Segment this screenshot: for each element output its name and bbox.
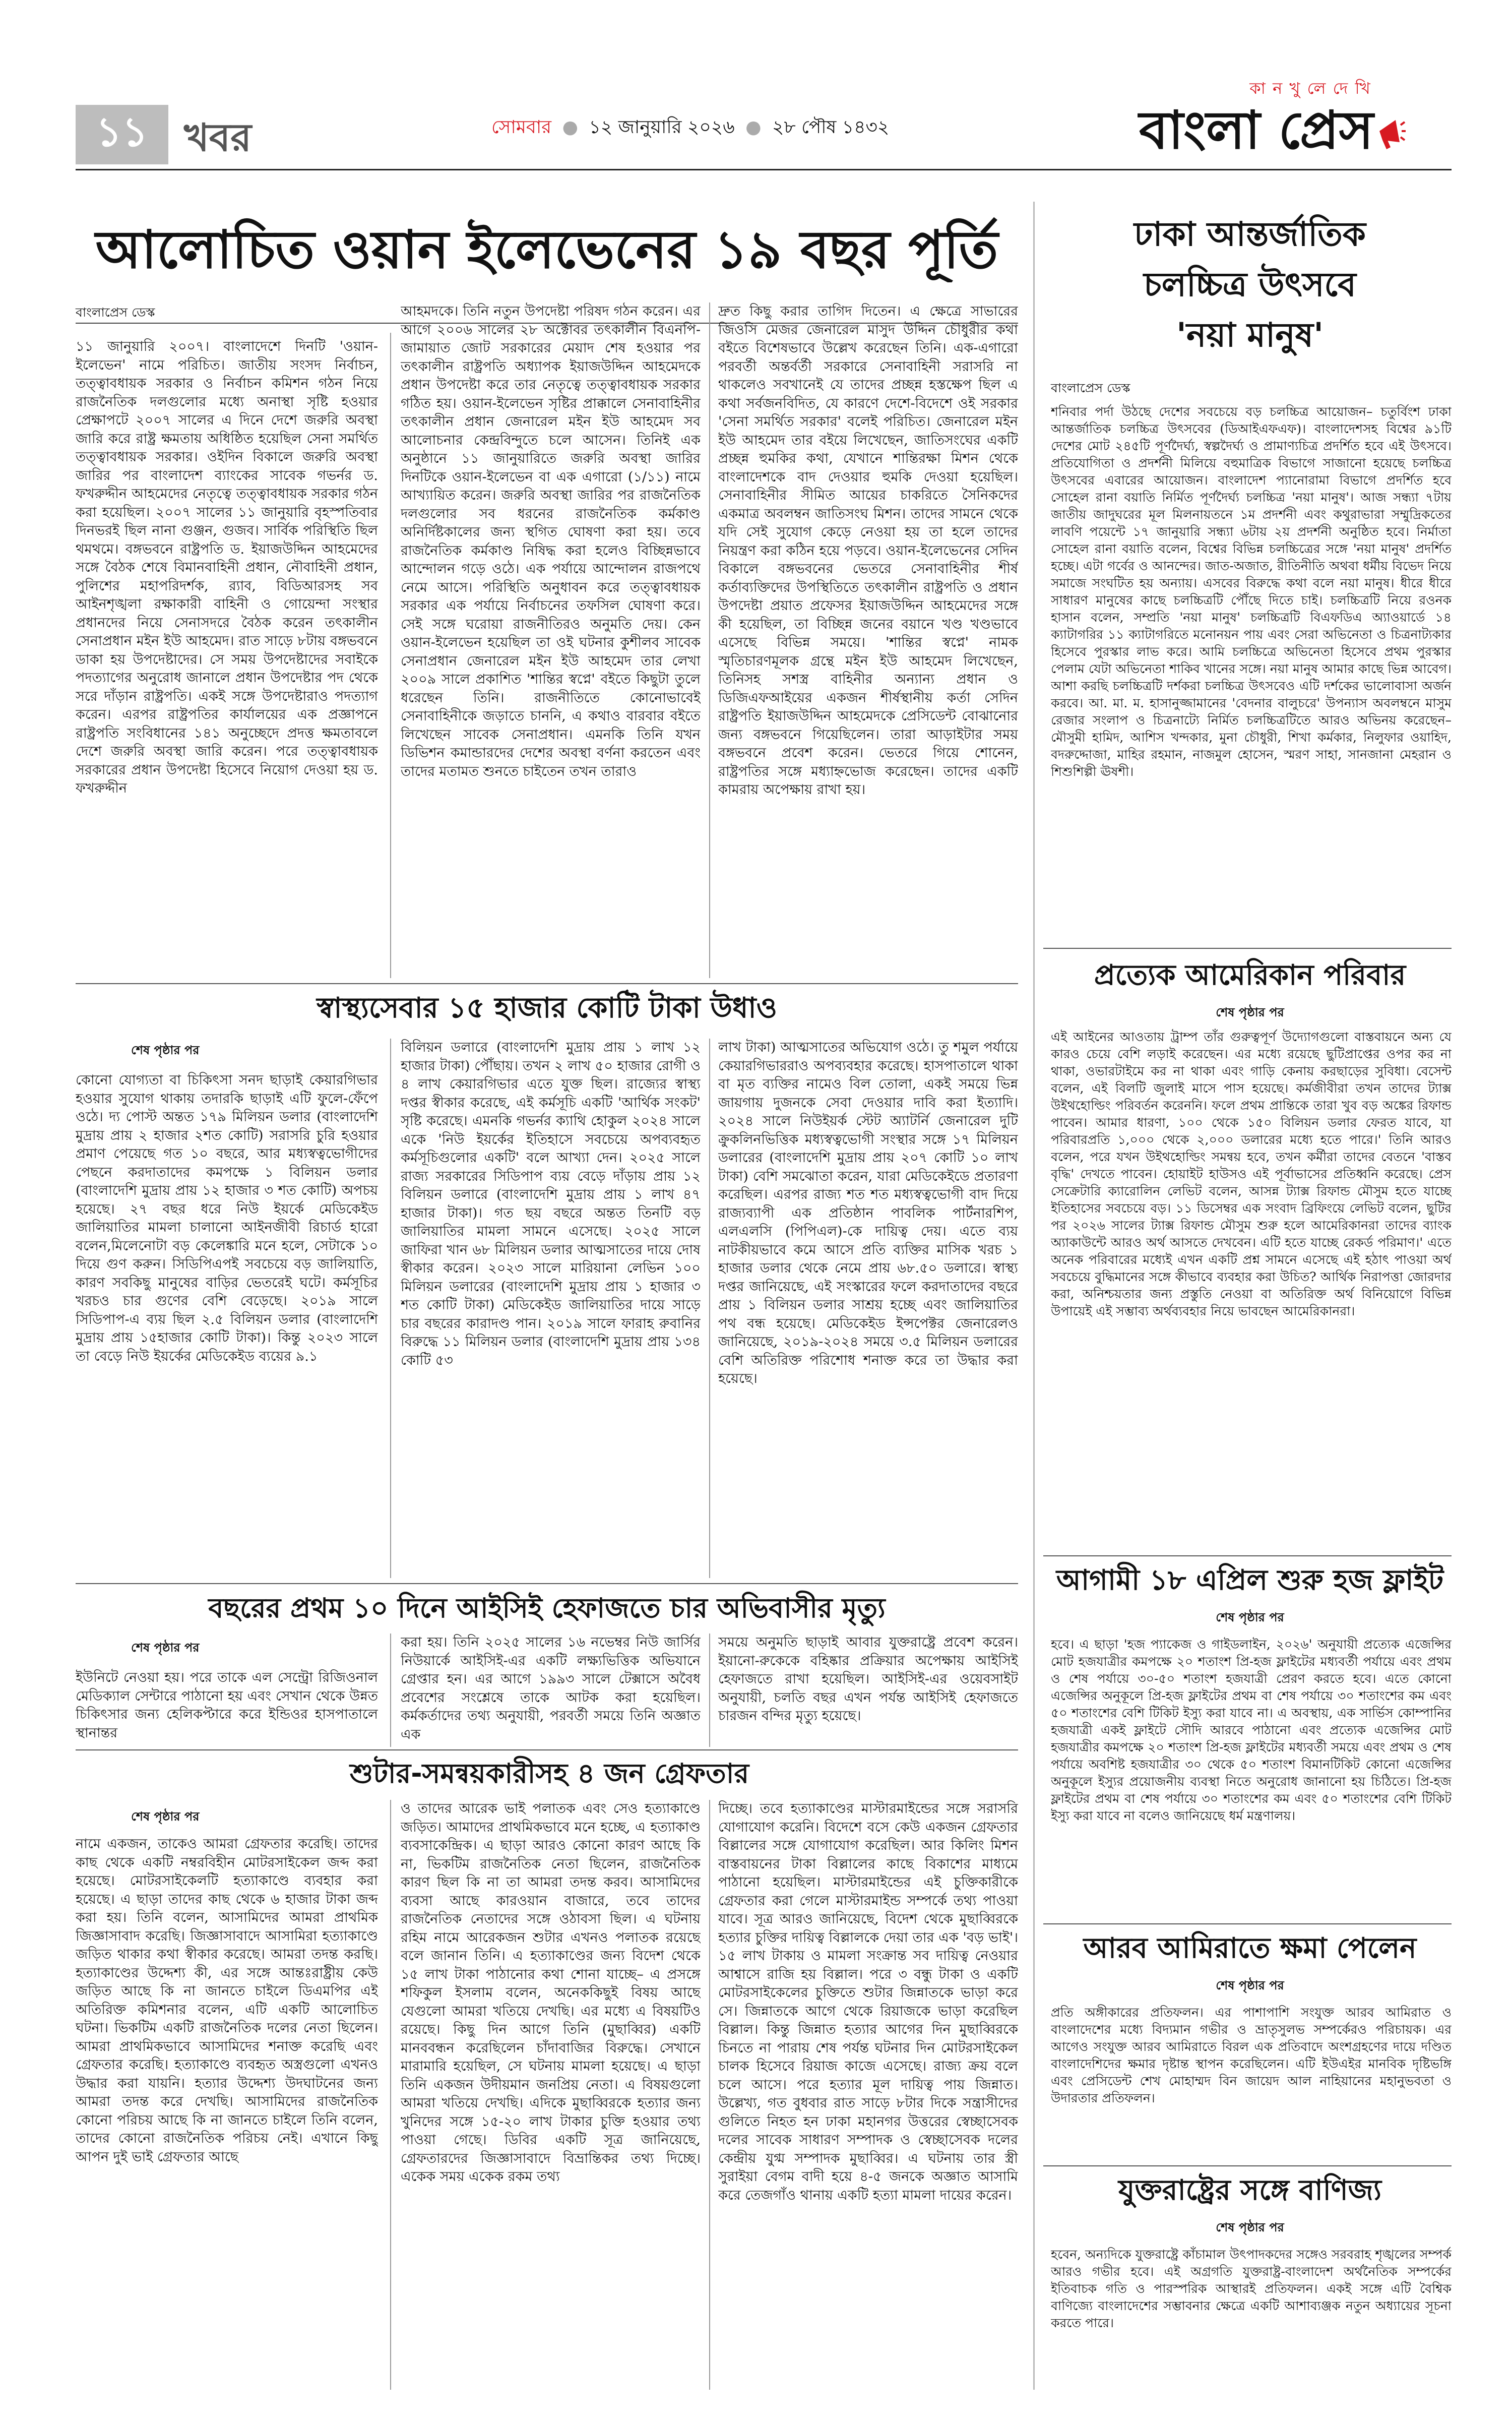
column-divider bbox=[709, 1634, 710, 1747]
uae-continued: শেষ পৃষ্ঠার পর bbox=[1216, 1978, 1284, 1992]
uae-body: প্রতি অঙ্গীকারের প্রতিফলন। এর পাশাপাশি সংযুক্ত আরব আমিরাত ও বাংলাদেশের মধ্যে বিদ্যমান গভীর ও ভ্রাতৃসুলভ সম্পর্কেরও পরিচায়ক। এর আগেও সংযুক্ত আরব আমিরাতে বিরল এক প্রতিবাদে অংশগ্রহণের দায়ে দণ্ডিত বাংলাদেশিদের ক্ষমার দৃষ্টান্ত স্থাপন করেছিলেন। এটি ইউএইর মানবিক দৃষ্টিভঙ্গি এবং প্রেসিডেন্ট শেখ মোহাম্মদ বিন জায়েদ আল নাহিয়ানের মহানুভবতা ও উদারতার প্রতিফলন। bbox=[1051, 2005, 1452, 2105]
brand-logo bbox=[1139, 98, 1452, 169]
health-headline: স্বাস্থ্যসেবার ১৫ হাজার কোটি টাকা উধাও bbox=[317, 992, 777, 1024]
ice-column-2: করা হয়। তিনি ২০২৫ সালের ১৬ নভেম্বর নিউ জার্সির নিউয়ার্কে আইসিই-এর একটি লক্ষ্যভিত্তিক অভিযানে গ্রেপ্তার হন। এর আগে ১৯৯৩ সালে টেক্সাসে অবৈধ প্রবেশের সংশ্লেষে তাকে আটক করা হয়েছিল। কর্মকর্তাদের তথ্য অনুযায়ী, পরবর্তী সময়ে তিনি অজ্ঞাত এক bbox=[401, 1635, 701, 1742]
column-divider bbox=[709, 1039, 710, 1578]
film-headline-line-1: ঢাকা আন্তর্জাতিক bbox=[1133, 215, 1366, 254]
bullet-icon: ● bbox=[562, 117, 578, 138]
brand-tagline: কা ন খু লে দে খি bbox=[1249, 79, 1371, 98]
column-divider bbox=[390, 1800, 391, 2390]
ice-column-3: সময়ে অনুমতি ছাড়াই আবার যুক্তরাষ্ট্রে প্রবেশ করেন। ইয়ানো-রুকেকে বহিষ্কার প্রক্রিয়ার অপেক্ষায় আইসিই হেফাজতে রাখা হয়েছিল। আইসিই-এর ওয়েবসাইট অনুযায়ী, চলতি বছর এখন পর্যন্ত আইসিই হেফাজতে চারজন বন্দির মৃত্যু হয়েছে। bbox=[718, 1635, 1018, 1724]
bullet-icon: ● bbox=[745, 117, 762, 138]
lead-column-2: আহমদকে। তিনি নতুন উপদেষ্টা পরিষদ গঠন করেন। এর আগে ২০০৬ সালের ২৮ অক্টোবর তৎকালীন বিএনপি-জামায়াত জোট সরকারের মেয়াদ শেষ হওয়ার পর তৎকালীন রাষ্ট্রপতি অধ্যাপক ইয়াজউদ্দিন আহমেদকে প্রধান উপদেষ্টা করে তার নেতৃত্বে তত্ত্বাবধায়ক সরকার গঠিত হয়। ওয়ান-ইলেভেন সৃষ্টির প্রাক্কালে সেনাবাহিনীর তৎকালীন প্রধান জেনারেল মইন ইউ আহমেদ সব আলোচনার কেন্দ্রবিন্দুতে চলে আসেন। তিনিই এক অনুষ্ঠানে ১১ জানুয়ারিতে জরুরি অবস্থা জারির দিনটিকে ওয়ান-ইলেভেন বা এক এগারো (১/১১) নামে আখ্যায়িত করেন। জরুরি অবস্থা জারির পর রাজনৈতিক দলগুলোর সব ধরনের রাজনৈতিক কর্মকাণ্ড অনির্দিষ্টকালের জন্য স্থগিত ঘোষণা করা হয়। তবে রাজনৈতিক কর্মকাণ্ড নিষিদ্ধ করা হলেও বিচ্ছিন্নভাবে আন্দোলন গড়ে ওঠে। এক পর্যায়ে আন্দোলন রাজপথে নেমে আসে। পরিস্থিতি অনুধাবন করে তত্ত্বাবধায়ক সরকার এক পর্যায়ে নির্বাচনের তফসিল ঘোষণা করে। সেই সঙ্গে ঘরোয়া রাজনীতিরও অনুমতি দেয়। কেন ওয়ান-ইলেভেন হয়েছিল তা ওই ঘটনার কুশীলব সাবেক সেনাপ্রধান জেনারেল মইন ইউ আহমেদ তার লেখা ২০০৯ সালে প্রকাশিত 'শান্তির স্বপ্নে' বইতে কিছুটা তুলে ধরেছেন তিনি। রাজনীতিতে কোনোভাবেই সেনাবাহিনীকে জড়াতে চাননি, এ কথাও বারবার বইতে লিখেছেন সাবেক সেনাপ্রধান। এমনকি তিনি যখন ডিভিশন কমান্ডারদের দেশের অবস্থা বর্ণনা করতেন এবং তাদের মতামত শুনতে চাইতেন তখন তারাও bbox=[401, 304, 701, 779]
health-column-1: কোনো যোগ্যতা বা চিকিৎসা সনদ ছাড়াই কেয়ারগিভার হওয়ার সুযোগ থাকায় তদারকি ছাড়াই এটি ফুলে-ফেঁপে ওঠে। দ্য পোস্ট অন্তত ১৭৯ মিলিয়ন ডলার (বাংলাদেশি মুদ্রায় প্রায় ২ হাজার ২শত কোটি) সরাসরি চুরি হওয়ার প্রমাণ পেয়েছে গত ১০ বছরে, আর মধ্যস্বত্বভোগীদের পেছনে করদাতাদের কমপক্ষে ১ বিলিয়ন ডলার (বাংলাদেশি মুদ্রায় প্রায় ১২ হাজার ৩ শত কোটি) অপচয় হয়েছে। ২৭ বছর ধরে নিউ ইয়র্কে মেডিকেইড জালিয়াতির মামলা চালানো আইনজীবী রিচার্ড হারো বলেন,মিলেনোটা বড় কেলেঙ্কারি মনে হলে, সেটাকে ১০ দিয়ে গুণ করুন। সিডিপিএপই সবচেয়ে বড় জালিয়াতি, কারণ সবকিছু মানুষের বাড়ির ভেতরেই ঘটে। কর্মসূচির খরচও চার গুণের বেশি বেড়েছে। ২০১৯ সালে সিডিপাপ-এ ব্যয় ছিল ২.৫ বিলিয়ন ডলার (বাংলাদেশি মুদ্রায় প্রায় ১৫হাজার কোটি টাকা)। কিন্তু ২০২৩ সালে তা বেড়ে নিউ ইয়র্কের মেডিকেইড ব্যয়ের ৯.১ bbox=[76, 1072, 378, 1364]
american-headline: প্রত্যেক আমেরিকান পরিবার bbox=[1094, 959, 1406, 992]
section-rule bbox=[1043, 2165, 1452, 2166]
lead-column-3: দ্রুত কিছু করার তাগিদ দিতেন। এ ক্ষেত্রে সাভারের জিওসি মেজর জেনারেল মাসুদ উদ্দিন চৌধুরীর কথা বইতে বিশেষভাবে উল্লেখ করেছেন তিনি। এক-এগারো পরবর্তী অন্তর্বর্তী সরকারে সেনাবাহিনী সরাসরি না থাকলেও সবখানেই যে তাদের প্রচ্ছন্ন হস্তক্ষেপ ছিল এ কথা সর্বজনবিদিত, যে কারণে দেশে-বিদেশে ওই সরকার 'সেনা সমর্থিত সরকার' বলেই পরিচিত। জেনারেল মইন ইউ আহমেদ তার বইয়ে লিখেছেন, জাতিসংঘের একটি প্রচ্ছন্ন হুমকির কথা, যেখানে শান্তিরক্ষা মিশন থেকে বাংলাদেশকে বাদ দেওয়ার হুমকি দেওয়া হয়েছিল। সেনাবাহিনীর সীমিত আয়ের চাকরিতে সৈনিকদের একমাত্র অবলম্বন জাতিসংঘ মিশন। তাদের সামনে থেকে যদি সেই সুযোগ কেড়ে নেওয়া হয় তা হলে তাদের নিয়ন্ত্রণ করা কঠিন হয়ে পড়বে। ওয়ান-ইলেভেনের সেদিন বিকালে বঙ্গভবনের ভেতরে সেনাবাহিনীর শীর্ষ কর্তাব্যক্তিদের উপস্থিতিতে তৎকালীন রাষ্ট্রপতি ও প্রধান উপদেষ্টা প্রয়াত প্রফেসর ইয়াজউদ্দিন আহমেদের সঙ্গে কী হয়েছিল, তা বিচ্ছিন্ন জনের বয়ানে খণ্ড খণ্ডভাবে এসেছে বিভিন্ন সময়ে। 'শান্তির স্বপ্নে' নামক স্মৃতিচারণমূলক গ্রন্থে মইন ইউ আহমেদ লিখেছেন, তিনিসহ সশস্ত্র বাহিনীর অন্যান্য প্রধান ও ডিজিএফআইয়ের একজন শীর্ষস্থানীয় কর্তা সেদিন রাষ্ট্রপতি ইয়াজউদ্দিন আহমেদকে প্রেসিডেন্ট বোঝানোর জন্য বঙ্গভবনে গিয়েছিলেন। তারা আড়াইটার সময় বঙ্গভবনে প্রবেশ করেন। ভেতরে গিয়ে শোনেন, রাষ্ট্রপতির সঙ্গে মধ্যাহ্নভোজ করেছেন। তাদের একটি কামরায় অপেক্ষায় রাখা হয়। bbox=[718, 304, 1018, 798]
masthead-rule bbox=[76, 169, 1452, 170]
arrest-column-2: ও তাদের আরেক ভাই পলাতক এবং সেও হত্যাকাণ্ডে জড়িত। আমাদের প্রাথমিকভাবে মনে হচ্ছে, এ হত্যাকাণ্ড ব্যবসাকেন্দ্রিক। এ ছাড়া আরও কোনো কারণ আছে কি না, ভিকটিম রাজনৈতিক নেতা ছিলেন, রাজনৈতিক কারণ ছিল কি না তা আমরা তদন্ত করব। আসামিদের ব্যবসা আছে কারওয়ান বাজারে, তবে তাদের রাজনৈতিক নেতাদের সঙ্গে ওঠাবসা ছিল। এ ঘটনায় রহিম নামে আরেকজন শুটার এখনও পলাতক রয়েছে বলে জানান তিনি। এ হত্যাকাণ্ডের জন্য বিদেশ থেকে ১৫ লাখ টাকা পাঠানোর কথা শোনা যাচ্ছে– এ প্রসঙ্গে শফিকুল ইসলাম বলেন, অনেককিছুই বিষয় আছে যেগুলো আমরা খতিয়ে দেখছি। এর মধ্যে এ বিষয়টিও রয়েছে। কিছু দিন আগে তিনি (মুছাব্বির) একটি মানববন্ধন করেছিলেন চাঁদাবাজির বিরুদ্ধে। সেখানে মারামারি হয়েছিল, সে ঘটনায় মামলা হয়েছে। এ ছাড়া তিনি একজন উদীয়মান জনপ্রিয় নেতা। এ বিষয়গুলো আমরা খতিয়ে দেখছি। এদিকে মুছাব্বিরকে হত্যার জন্য খুনিদের সঙ্গে ১৫-২০ লাখ টাকার চুক্তি হওয়ার তথ্য পাওয়া গেছে। ডিবির একটি সূত্র জানিয়েছে, গ্রেফতারদের জিজ্ঞাসাবাদে বিভ্রান্তিকর তথ্য দিচ্ছে। একেক সময় একেক রকম তথ্য bbox=[401, 1801, 701, 2185]
gregorian-date: ১২ জানুয়ারি ২০২৬ bbox=[589, 117, 735, 138]
page-number: ১১ bbox=[96, 108, 148, 155]
section-rule bbox=[76, 1749, 1018, 1750]
section-rule bbox=[76, 983, 1018, 984]
hajj-continued: শেষ পৃষ্ঠার পর bbox=[1216, 1610, 1284, 1624]
lead-byline: বাংলাপ্রেস ডেস্ক bbox=[76, 305, 155, 320]
ice-column-1: ইউনিটে নেওয়া হয়। পরে তাকে এল সেন্ট্রো রিজিওনাল মেডিক্যাল সেন্টারে পাঠানো হয় এবং সেখান থেকে উন্নত চিকিৎসার জন্য হেলিকপ্টারে করে ইন্ডিওর হাসপাতালে স্থানান্তর bbox=[76, 1670, 378, 1741]
bangla-date: ২৮ পৌষ ১৪৩২ bbox=[772, 117, 890, 138]
column-divider bbox=[390, 333, 391, 978]
section-rule bbox=[1043, 1555, 1452, 1556]
section-label: খবর bbox=[184, 115, 252, 160]
right-column-divider bbox=[1033, 202, 1035, 2390]
lead-headline: আলোচিত ওয়ান ইলেভেনের ১৯ বছর পূর্তি bbox=[95, 219, 998, 280]
health-column-3: লাখ টাকা) আত্মসাতের অভিযোগ ওঠে। তু শমুল পর্যায়ে কেয়ারগিভাররাও অপব্যবহার করেছে। হাসপাতালে থাকা বা মৃত ব্যক্তির নামেও বিল তোলা, একই সময়ে ভিন্ন জায়গায় দুজনকে সেবা দেওয়ার দাবি করা ইত্যাদি। ২০২৪ সালে নিউইয়র্ক স্টেট অ্যাটর্নি জেনারেল দুটি ক্রুকলিনভিত্তিক মধ্যস্বত্বভোগী সংস্থার সঙ্গে ১৭ মিলিয়ন ডলারের (বাংলাদেশি মুদ্রায় প্রায় ২০৭ কোটি ১০ লাখ টাকা) বেশি সমঝোতা করেন, যারা মেডিকেইডে প্রতারণা করেছিল। এরপর রাজ্য শত শত মধ্যস্বত্বভোগী বাদ দিয়ে রাজ্যব্যাপী এক প্রতিষ্ঠান পাবলিক পার্টনারশিপ, এলএলসি (পিপিএল)-কে দায়িত্ব দেয়। এতে ব্যয় নাটকীয়ভাবে কমে আসে প্রতি ব্যক্তির মাসিক খরচ ১ হাজার ডলার থেকে নেমে প্রায় ৬৮.৫০ ডলারে। স্বাস্থ্য দপ্তর জানিয়েছে, এই সংস্কারের ফলে করদাতাদের বছরে প্রায় ১ বিলিয়ন ডলার সাশ্রয় হচ্ছে এবং জালিয়াতির পথ বন্ধ হয়েছে। মেডিকেইড ইন্সপেক্টর জেনারেলও জানিয়েছে, ২০১৯-২০২৪ সময়ে ৩.৫ মিলিয়ন ডলারের বেশি অতিরিক্ত পরিশোধ শনাক্ত করে তা উদ্ধার করা হয়েছে। bbox=[718, 1040, 1018, 1386]
column-divider bbox=[390, 1039, 391, 1578]
hajj-body: হবে। এ ছাড়া 'হজ প্যাকেজ ও গাইডলাইন, ২০২৬' অনুযায়ী প্রত্যেক এজেন্সির মোট হজযাত্রীর কমপক্ষে ২০ শতাংশ প্রি-হজ ফ্লাইটের মধ্যবর্তী পর্যায়ে এবং প্রথম ও শেষ পর্যায়ে ৩০-৫০ শতাংশ হজযাত্রী প্রেরণ করতে হবে। এতে কোনো এজেন্সির অনুকূলে প্রি-হজ ফ্লাইটের প্রথম বা শেষ পর্যায়ে ৩০ শতাংশের কম এবং ৫০ শতাংশের বেশি টিকিট ইস্যু করা যাবে না। এ অবস্থায়, এক সার্ভিস কোম্পানির হজযাত্রী একই ফ্লাইটে সৌদি আরবে পাঠানো এবং প্রত্যেক এজেন্সির মোট হজযাত্রীর কমপক্ষে ২০ শতাংশ প্রি-হজ ফ্লাইটের মধ্যবর্তী সময়ে এবং প্রথম ও শেষ পর্যায়ে অবশিষ্ট হজযাত্রীর ৩০ থেকে ৫০ শতাংশ বিমানটিকিট কোনো এজেন্সির অনুকূলে ইস্যুর প্রয়োজনীয় ব্যবস্থা নিতে অনুরোধ জানানো হয় চিঠিতে। প্রি-হজ ফ্লাইটের প্রথম বা শেষ পর্যায়ে ৩০ শতাংশের কম এবং ৫০ শতাংশের বেশি টিকিট ইস্যু করা যাবে না বলেও জানিয়েছে ধর্ম মন্ত্রণালয়। bbox=[1051, 1637, 1452, 1823]
column-divider bbox=[709, 302, 710, 978]
column-divider bbox=[709, 1800, 710, 2390]
section-rule bbox=[1043, 948, 1452, 949]
film-headline-line-2: চলচ্চিত্র উৎসবে bbox=[1144, 265, 1356, 304]
american-body: এই আইনের আওতায় ট্রাম্প তাঁর গুরুত্বপূর্ণ উদ্যোগগুলো বাস্তবায়নে অন্য যে কারও চেয়ে বেশি লড়াই করেছেন। এর মধ্যে রয়েছে ছুটিপ্রাপ্তের ওপর কর না থাকা, ওভারটাইমে কর না থাকা এবং গাড়ি কেনায় করছাড়ের সুবিধা। বেসেন্ট বলেন, এই বিলটি জুলাই মাসে পাস হয়েছে। কর্মজীবীরা তখন তাদের ট্যাক্স উইথহোল্ডিং পরিবর্তন করেননি। ফলে প্রথম প্রান্তিকে তারা খুব বড় অঙ্কের রিফান্ড পাবেন। আমার ধারণা, ১০০ থেকে ১৫০ বিলিয়ন ডলার ফেরত যাবে, যা পরিবারপ্রতি ১,০০০ থেকে ২,০০০ ডলারের মধ্যে হতে পারে।' তিনি আরও বলেন, পরে যখন উইথহোল্ডিং সমন্বয় হবে, তখন কর্মীরা তাদের বেতনে 'বাস্তব বৃদ্ধি' দেখতে পাবেন। হোয়াইট হাউসও এই পূর্বাভাসের প্রতিধ্বনি করেছে। প্রেস সেক্রেটারি ক্যারোলিন লেভিট বলেন, আসন্ন ট্যাক্স রিফান্ড মৌসুম হতে যাচ্ছে ইতিহাসের সবচেয়ে বড়। ১১ ডিসেম্বর এক সংবাদ ব্রিফিংয়ে লেভিট বলেন, ছুটির পর ২০২৬ সালের ট্যাক্স রিফান্ড মৌসুম শুরু হলে আমেরিকানরা তাদের ব্যাংক অ্যাকাউন্টে আরও অর্থ আসতে দেখবেন। এটি হতে যাচ্ছে রেকর্ড পরিমাণ।' এতে অনেক পরিবারের মধ্যেই এখন একটি প্রশ্ন সামনে এসেছে এই হঠাৎ পাওয়া অর্থ সবচেয়ে বুদ্ধিমানের সঙ্গে কীভাবে ব্যবহার করা উচিত? আর্থিক নিরাপত্তা জোরদার করা, অনিশ্চয়তার জন্য প্রস্তুতি নেওয়া বা অতিরিক্ত অর্থ বিনিয়োগে বিভিন্ন উপায়েই এই সম্ভাব্য অর্থব্যবহার নিয়ে ভাবছেন আমেরিকানরা। bbox=[1051, 1030, 1452, 1318]
arrest-continued: শেষ পৃষ্ঠার পর bbox=[131, 1809, 200, 1824]
uae-headline: আরব আমিরাতে ক্ষমা পেলেন bbox=[1083, 1932, 1417, 1965]
hajj-headline: আগামী ১৮ এপ্রিল শুরু হজ ফ্লাইট bbox=[1056, 1564, 1444, 1597]
film-headline-line-3: 'নয়া মানুষ' bbox=[1176, 316, 1324, 354]
column-divider bbox=[390, 1634, 391, 1747]
trade-headline: যুক্তরাষ্ট্রের সঙ্গে বাণিজ্য bbox=[1118, 2174, 1381, 2207]
health-continued: শেষ পৃষ্ঠার পর bbox=[131, 1043, 200, 1057]
health-column-2: বিলিয়ন ডলারে (বাংলাদেশি মুদ্রায় প্রায় ১ লাখ ১২ হাজার টাকা) পৌঁছায়। তখন ২ লাখ ৫০ হাজার রোগী ও ৪ লাখ কেয়ারগিভার এতে যুক্ত ছিল। রাজ্যের স্বাস্থ্য দপ্তর স্বীকার করেছে, এই কর্মসূচি একটি 'আর্থিক সংকট' সৃষ্টি করেছে। এমনকি গভর্নর ক্যাথি হোকুল ২০২৪ সালে একে 'নিউ ইয়র্কের ইতিহাসে সবচেয়ে অপব্যবহৃত কর্মসূচিগুলোর একটি' বলে আখ্যা দেন। ২০২৫ সালে রাজ্য সরকারের সিডিপাপ ব্যয় বেড়ে দাঁড়ায় প্রায় ১২ বিলিয়ন ডলারে (বাংলাদেশি মুদ্রায় প্রায় ১ লাখ ৪৭ হাজার টাকা)। গত ছয় বছরে অন্তত তিনটি বড় জালিয়াতির মামলা সামনে এসেছে। ২০২৫ সালে জাফিরা খান ৬৮ মিলিয়ন ডলার আত্মসাতের দায়ে দোষ স্বীকার করেন। ২০২৩ সালে মারিয়ানা লেভিন ১০০ মিলিয়ন ডলারের (বাংলাদেশি মুদ্রায় প্রায় ১ হাজার ৩ শত কোটি টাকা) মেডিকেইড জালিয়াতির দায়ে সাড়ে চার বছরের কারাদণ্ড পান। ২০১৯ সালে ফারাহ রুবানির বিরুদ্ধে ১১ মিলিয়ন ডলার (বাংলাদেশি মুদ্রায় প্রায় ১৩৪ কোটি ৫৩ bbox=[401, 1040, 701, 1368]
section-rule bbox=[1043, 1923, 1452, 1924]
brand-name: বাংলা প্রেস bbox=[1139, 99, 1374, 161]
trade-body: হবেন, অন্যদিকে যুক্তরাষ্ট্রে কাঁচামাল উৎপাদকদের সঙ্গেও সরবরাহ শৃঙ্খলের সম্পর্ক আরও গভীর হবে। এই অগ্রগতি যুক্তরাষ্ট্র-বাংলাদেশ অর্থনৈতিক সম্পর্কের ইতিবাচক গতি ও পারস্পরিক আস্থারই প্রতিফলন। একই সঙ্গে এটি বৈশ্বিক বাণিজ্যে বাংলাদেশের সম্ভাবনার ক্ষেত্রে একটি আশাব্যঞ্জক নতুন অধ্যায়ের সূচনা করতে পারে। bbox=[1051, 2247, 1452, 2330]
arrest-column-1: নামে একজন, তাকেও আমরা গ্রেফতার করেছি। তাদের কাছ থেকে একটি নম্বরবিহীন মোটরসাইকেল জব্দ করা হয়েছে। মোটরসাইকেলটি হত্যাকাণ্ডে ব্যবহার করা হয়েছে। এ ছাড়া তাদের কাছ থেকে ৬ হাজার টাকা জব্দ করা হয়। তিনি বলেন, আসামিদের আমরা প্রাথমিক জিজ্ঞাসাবাদ করেছি। জিজ্ঞাসাবাদে আসামিরা হত্যাকাণ্ডে জড়িত থাকার কথা স্বীকার করেছে। আমরা তদন্ত করছি। হত্যাকাণ্ডের উদ্দেশ্য কী, এর সঙ্গে আন্তঃরাষ্ট্রীয় কেউ জড়িত আছে কি না জানতে চাইলে ডিএমপির এই অতিরিক্ত কমিশনার বলেন, এটি একটি আলোচিত ঘটনা। ভিকটিম একটি রাজনৈতিক দলের নেতা ছিলেন। আমরা প্রাথমিকভাবে আসামিদের শনাক্ত করেছি এবং গ্রেফতার করেছি। হত্যাকাণ্ডে ব্যবহৃত অস্ত্রগুলো এখনও উদ্ধার করা যায়নি। হত্যার উদ্দেশ্য উদঘাটনের জন্য আমরা তদন্ত করে দেখছি। আসামিদের রাজনৈতিক কোনো পরিচয় আছে কি না জানতে চাইলে তিনি বলেন, তাদের কোনো রাজনৈতিক পরিচয় নেই। এখানে কিছু আপন দুই ভাই গ্রেফতার আছে bbox=[76, 1836, 378, 2165]
megaphone-icon bbox=[1375, 116, 1406, 151]
ice-continued: শেষ পৃষ্ঠার পর bbox=[131, 1641, 200, 1655]
film-body: শনিবার পর্দা উঠছে দেশের সবচেয়ে বড় চলচ্চিত্র আয়োজন– চতুর্বিংশ ঢাকা আন্তর্জাতিক চলচ্চিত্র উৎসবের (ডিআইএফএফ)। বাংলাদেশসহ বিশ্বের ৯১টি দেশের মোট ২৪৫টি পূর্ণদৈর্ঘ্য, স্বল্পদৈর্ঘ্য ও প্রামাণ্যচিত্র প্রদর্শিত হবে এই উৎসবে। প্রতিযোগিতা ও প্রদর্শনী মিলিয়ে বহুমাত্রিক বিভাগে সাজানো হয়েছে চলচ্চিত্র উৎসবের এবারের আয়োজন। বাংলাদেশ প্যানোরামা বিভাগে প্রদর্শিত হবে সোহেল রানা বয়াতি নির্মিত পূর্ণদৈর্ঘ্য চলচ্চিত্র 'নয়া মানুষ'। আজ সন্ধ্যা ৭টায় জাতীয় জাদুঘরের মূল মিলনায়তনে ১ম প্রদর্শনী এবং কথুরাভারা সম্মুদ্রিকতের লাবণি পয়েন্টে ১৭ জানুয়ারি সন্ধ্যা ৬টায় ২য় প্রদর্শনী অনুষ্ঠিত হবে। নির্মাতা সোহেল রানা বয়াতি বলেন, বিশ্বের বিভিন্ন চলচ্চিত্রের সঙ্গে 'নয়া মানুষ' প্রদর্শিত হচ্ছে। এটা গর্বের ও আনন্দের। জাত-অজাত, রীতিনীতি অথবা ধর্মীয় বিভেদ নিয়ে সমাজে সংঘটিত হয় অন্যায়। এসবের বিরুদ্ধে কথা বলে নয়া মানুষ। ধীরে ধীরে সাধারণ মানুষের কাছে চলচ্চিত্রটি পৌঁছে দিতে চাই। চলচ্চিত্রটি নিয়ে রওনক হাসান বলেন, সম্প্রতি 'নয়া মানুষ' চলচ্চিত্রটি বিএফডিএ অ্যাওয়ার্ডে ১৪ ক্যাটাগরির ১১ ক্যাটাগরিতে মনোনয়ন পায় এবং সেরা অভিনেতা ও চিত্রনাট্যকার হিসেবে পুরস্কার লাভ করে। আমি চলচ্চিত্রে অভিনেতা হিসেবে প্রথম পুরস্কার পেলাম যেটা অভিনেতা শাকিব খানের সঙ্গে। নয়া মানুষ আমার কাছে ভিন্ন আবেগ। আশা করছি চলচ্চিত্রটি দর্শকরা চলচ্চিত্র উৎসবেও এটি দর্শকের ভালোবাসা অর্জন করবে। আ. মা. ম. হাসানুজ্জামানের 'বেদনার বালুচরে' উপন্যাস অবলম্বনে মাসুম রেজার সংলাপ ও চিত্রনাট্যে নির্মিত চলচ্চিত্রটিতে আরও অভিনয় করেছেন– মৌসুমী হামিদ, আশিস খন্দকার, মুনা চৌধুরী, শিখা কর্মকার, নিলুফার ওয়াহিদ, বদরুদ্দোজা, মাহির রহমান, নাজমুল হোসেন, স্মরণ সাহা, সানজানা মেহরান ও শিশুশিল্পী ঊষশী। bbox=[1051, 404, 1452, 779]
film-byline: বাংলাপ্রেস ডেস্ক bbox=[1051, 381, 1130, 395]
american-continued: শেষ পৃষ্ঠার পর bbox=[1216, 1005, 1284, 1019]
arrest-column-3: দিচ্ছে। তবে হত্যাকাণ্ডের মাস্টারমাইন্ডের সঙ্গে সরাসরি যোগাযোগ করেনি। বিদেশে বসে কেউ একজন গ্রেফতার বিল্লালের সঙ্গে যোগাযোগ করেছিল। আর কিলিং মিশন বাস্তবায়নের টাকা বিল্লালের কাছে বিকাশের মাধ্যমে পাঠানো হয়েছিল। মাস্টারমাইন্ডের এই চুক্তিকারীকে গ্রেফতার করা গেলে মাস্টারমাইন্ড সম্পর্কে তথ্য পাওয়া যাবে। সূত্র আরও জানিয়েছে, বিদেশ থেকে মুছাব্বিরকে হত্যার চুক্তির দায়িত্ব বিল্লালকে দেয়া তার এক 'বড় ভাই'। ১৫ লাখ টাকায় ও মামলা সংক্রান্ত সব দায়িত্ব নেওয়ার আশ্বাসে রাজি হয় বিল্লাল। পরে ৩ বন্ধু টাকা ও একটি মোটরসাইকেলের চুক্তিতে শুটার জিন্নাতকে ভাড়া করে সে। জিন্নাতকে আগে থেকে রিয়াজকে ভাড়া করেছিল বিল্লাল। কিন্তু জিন্নাত হত্যার আগের দিন মুছাব্বিরকে চিনতে না পারায় শেষ পর্যন্ত ঘটনার দিন মোটরসাইকেল চালক হিসেবে রিয়াজ কাজে এসেছে। রাজ্য ক্রয় বলে চলে আসে। পরে হত্যার মূল দায়িত্ব পায় জিন্নাত। উল্লেখ্য, গত বুধবার রাত সাড়ে ৮টার দিকে সন্ত্রাসীদের গুলিতে নিহত হন ঢাকা মহানগর উত্তরের স্বেচ্ছাসেবক দলের সাবেক সাধারণ সম্পাদক ও স্বেচ্ছাসেবক দলের কেন্দ্রীয় যুগ্ম সম্পাদক মুছাব্বির। এ ঘটনায় তার স্ত্রী সুরাইয়া বেগম বাদী হয়ে ৪-৫ জনকে অজ্ঞাত আসামি করে তেজগাঁও থানায় একটি হত্যা মামলা দায়ের করেন। bbox=[718, 1801, 1018, 2203]
page-number-box bbox=[76, 105, 168, 164]
section-rule bbox=[76, 1583, 1018, 1584]
arrest-headline: শুটার-সমন্বয়কারীসহ ৪ জন গ্রেফতার bbox=[349, 1758, 749, 1789]
dateline bbox=[491, 113, 889, 144]
lead-column-1: ১১ জানুয়ারি ২০০৭। বাংলাদেশে দিনটি 'ওয়ান-ইলেভেন' নামে পরিচিত। জাতীয় সংসদ নির্বাচন, তত্ত্বাবধায়ক সরকার ও নির্বাচন কমিশন গঠন নিয়ে রাজনৈতিক দলগুলোর মধ্যে অনাস্থা সৃষ্টি হওয়ার প্রেক্ষাপটে ২০০৭ সালের এ দিনে দেশে জরুরি অবস্থা জারি করে রাষ্ট্র ক্ষমতায় অধিষ্ঠিত হয়েছিল সেনা সমর্থিত তত্ত্বাবধায়ক সরকার। ওইদিন বিকালে জরুরি অবস্থা জারির পর বাংলাদেশ ব্যাংকের সাবেক গভর্নর ড. ফখরুদ্দীন আহমেদের নেতৃত্বে তত্ত্বাবধায়ক সরকার গঠন করা হয়েছিল। ২০০৭ সালের ১১ জানুয়ারি বৃহস্পতিবার দিনভরই ছিল নানা গুঞ্জন, গুজব। সার্বিক পরিস্থিতি ছিল থমথমে। বঙ্গভবনে রাষ্ট্রপতি ড. ইয়াজউদ্দিন আহমেদের সঙ্গে বৈঠক শেষে বিমানবাহিনী প্রধান, নৌবাহিনী প্রধান, পুলিশের মহাপরিদর্শক, র‌্যাব, বিডিআরসহ সব আইনশৃঙ্খলা রক্ষাকারী বাহিনী ও গোয়েন্দা সংস্থার প্রধানদের নিয়ে সেনাসদরে বৈঠক করেন তৎকালীন সেনাপ্রধান মইন ইউ আহমেদ। রাত সাড়ে ৮টায় বঙ্গভবনে ডাকা হয় উপদেষ্টাদের। সে সময় উপদেষ্টাদের সবাইকে পদত্যাগের অনুরোধ জানালে প্রধান উপদেষ্টার পদ থেকে সরে দাঁড়ান রাষ্ট্রপতি। একই সঙ্গে উপদেষ্টারাও পদত্যাগ করেন। এরপর রাষ্ট্রপতির কার্যালয়ের এক প্রজ্ঞাপনে রাষ্ট্রপতি সংবিধানের ১৪১ অনুচ্ছেদে প্রদত্ত ক্ষমতাবলে দেশে জরুরি অবস্থা জারি করেন। পরে তত্ত্বাবধায়ক সরকারের প্রধান উপদেষ্টা হিসেবে নিয়োগ দেওয়া হয় ড. ফখরুদ্দীন bbox=[76, 339, 378, 796]
day-label: সোমবার bbox=[491, 117, 552, 138]
ice-headline: বছরের প্রথম ১০ দিনে আইসিই হেফাজতে চার অভিবাসীর মৃত্যু bbox=[208, 1592, 886, 1624]
trade-continued: শেষ পৃষ্ঠার পর bbox=[1216, 2220, 1284, 2234]
